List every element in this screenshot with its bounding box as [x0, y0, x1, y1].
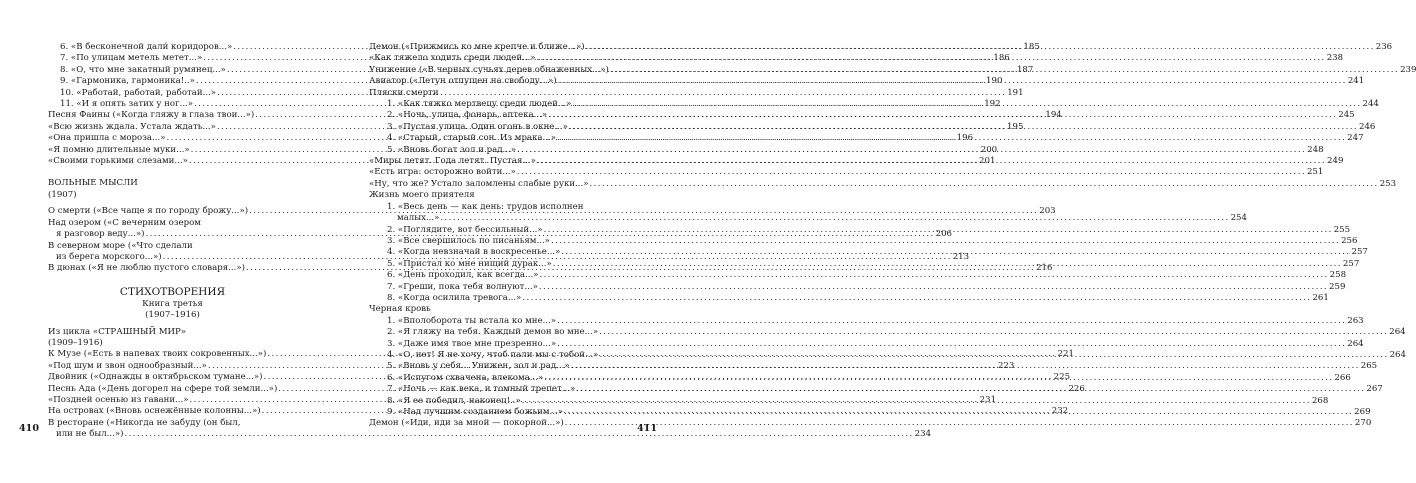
leader-dots — [517, 167, 1306, 178]
toc-entry-page: 267 — [1366, 384, 1383, 395]
toc-entry-title: 8. «Я ее победил, наконец!..» — [387, 395, 521, 406]
leader-dots — [576, 384, 1365, 395]
toc-entry-page: 231 — [979, 394, 997, 405]
toc-entry-page: 223 — [997, 360, 1015, 371]
toc-entry-title: Двойник («Однажды в октябрьском тумане...») — [48, 372, 263, 383]
book-heading: СТИХОТВОРЕНИЯ — [119, 285, 226, 298]
toc-entry-title: 6. «Испугом схвачена, влекома...» — [387, 372, 544, 383]
toc-entry-title: 6. «День проходил, как всегда...» — [387, 270, 539, 281]
toc-entry-page: 244 — [1362, 99, 1379, 110]
toc-entry-title: «Она пришла с мороза...» — [48, 133, 166, 144]
toc-entry-title: 2. «Ночь, улица, фонарь, аптека...» — [387, 110, 548, 121]
page-number: 410 — [19, 423, 40, 434]
toc-entry-title: О смерти («Все чаще я по городу брожу...») — [48, 206, 249, 217]
leader-dots — [440, 213, 1229, 224]
toc-entry-title: «Миры летят. Года летят. Пустая...» — [369, 156, 536, 167]
toc-entry-title: «Ну, что же? Устало заломлены слабые руки...» — [369, 178, 589, 189]
toc-entry-page: 213 — [952, 251, 970, 262]
leader-dots — [544, 225, 1333, 236]
toc-entry-page: 190 — [986, 76, 1003, 87]
toc-entry — [369, 270, 1347, 281]
toc-entry-title: 5. «Вновь богат зол и рад...» — [387, 144, 516, 155]
toc-entry-page: 269 — [1354, 407, 1371, 417]
toc-entry-page: 201 — [979, 156, 996, 167]
toc-entry-title: 8. «Когда осилила тревога...» — [387, 292, 522, 303]
toc-entry-page: 187 — [1016, 64, 1034, 75]
toc-entry-page: 245 — [1338, 110, 1355, 121]
leader-dots — [517, 145, 1306, 156]
toc-entry — [369, 178, 1397, 190]
toc-entry-page: 185 — [1023, 42, 1040, 52]
toc-entry-page: 221 — [1057, 349, 1074, 360]
toc-entry-title-cont: из берега морского...») — [56, 251, 162, 262]
toc-entry-title: 3. «Пустая улица. Один огонь в окне...» — [387, 121, 568, 132]
toc-entry-title: Над озером («С вечерним озером — [48, 217, 201, 228]
toc-entry-title: «Под шум и звон однообразный...» — [48, 360, 207, 371]
toc-entry-title: 8. «О, что мне закатный румянец...» — [60, 64, 226, 75]
toc-entry-page: 232 — [1051, 406, 1069, 417]
toc-entry-title: 11. «И я опять затих у ног...» — [60, 99, 194, 110]
cycle-title-priyatel: Жизнь моего приятеля — [369, 190, 475, 201]
leader-dots — [522, 396, 1311, 407]
leader-dots — [553, 259, 1342, 270]
toc-entry-page: 255 — [1333, 224, 1351, 235]
leader-dots — [569, 122, 1358, 133]
toc-entry-title: 4. «Старый, старый сон. Из мрака...» — [387, 133, 557, 144]
toc-entry-title-cont: или не был...») — [56, 429, 124, 440]
toc-entry-title: Авиатор («Летун отпущен на свободу...») — [369, 76, 557, 87]
toc-entry-page: 186 — [993, 53, 1010, 64]
toc-entry-title: «Я помню длительные муки...» — [48, 144, 190, 155]
toc-entry-page: 241 — [1347, 76, 1365, 87]
toc-entry-page: 266 — [1334, 372, 1351, 383]
toc-entry-title: 7. «Греши, пока тебя волнуют...» — [387, 281, 538, 292]
toc-entry-title: 5. «Вновь у себя... Унижен, зол и рад...» — [387, 361, 570, 372]
toc-entry-title: В дюнах («Я не люблю пустого словаря...») — [48, 263, 245, 274]
leader-dots — [610, 65, 1399, 76]
toc-entry — [369, 235, 1358, 247]
toc-entry-title: 7. «По улицам метель метет...» — [60, 53, 203, 64]
toc-entry-title: К Музе («Есть в напевах твоих сокровенных...») — [48, 349, 267, 360]
toc-entry-title: «Как тяжело ходить среди людей...» — [369, 53, 536, 64]
toc-entry-page: 257 — [1351, 247, 1368, 258]
toc-entry-page: 195 — [1007, 121, 1024, 132]
toc-entry-page: 191 — [1007, 87, 1024, 98]
toc-entry — [369, 338, 1364, 350]
leader-dots — [539, 270, 1328, 281]
cycle-years: (1909–1916) — [48, 337, 103, 348]
cycle-title: Из цикла «СТРАШНЫЙ МИР» — [48, 326, 187, 337]
leader-dots — [586, 42, 1375, 53]
toc-entry — [369, 292, 1329, 304]
leader-dots — [599, 350, 1388, 361]
toc-entry-title: Демон («Прижмись ко мне крепче и ближе...») — [369, 42, 585, 52]
toc-entry-page: 238 — [1326, 53, 1344, 64]
cycle-title-krov: Черная кровь — [369, 304, 431, 315]
toc-entry-page: 216 — [1036, 263, 1053, 274]
toc-entry-title: 6. «В бесконечной дали́ коридоров...» — [60, 42, 233, 52]
toc-entry-page: 263 — [1347, 315, 1364, 326]
leader-dots — [557, 316, 1346, 327]
toc-entry-title: На островах («Вновь оснежённые колонны...») — [48, 406, 261, 417]
toc-entry-title: Песнь Ада («День догорел на сфере той земли...») — [48, 383, 278, 394]
toc-entry-title: 5. «Пристал ко мне нищий дурак...» — [387, 258, 552, 269]
toc-entry-page: 264 — [1389, 327, 1406, 338]
toc-entry-title: Унижение («В черных сучьях дерев обнаженных...») — [369, 64, 609, 75]
toc-entry-title: 7. «Ночь — как века, и томный трепет...» — [387, 384, 576, 395]
toc-entry-page: 226 — [1068, 383, 1085, 394]
toc-entry-title: 3. «Даже имя твое мне презренно...» — [387, 338, 557, 349]
toc-entry-title: «Есть игра: осторожно войти...» — [369, 167, 516, 178]
leader-dots — [558, 76, 1347, 87]
toc-entry-page: 192 — [984, 99, 1001, 110]
leader-dots — [548, 110, 1337, 121]
leader-dots — [561, 247, 1350, 258]
toc-entry-page: 247 — [1347, 133, 1364, 144]
toc-entry-title: В ресторане («Никогда не забуду (он был, — [48, 417, 241, 428]
leader-dots — [564, 407, 1353, 418]
toc-entry-page: 196 — [956, 133, 974, 144]
toc-entry-title-cont: я разговор веду...») — [56, 229, 145, 240]
toc-entry-page: 249 — [1327, 156, 1344, 167]
toc-entry-title: 4. «О, нет! Я не хочу, чтоб пали мы с тобой...» — [387, 349, 599, 360]
leader-dots — [544, 373, 1333, 384]
toc-entry-page: 225 — [1053, 372, 1071, 383]
toc-entry-page: 246 — [1359, 121, 1376, 132]
toc-entry-page: 203 — [1039, 206, 1056, 217]
leader-dots — [537, 53, 1326, 64]
leader-dots — [557, 133, 1346, 144]
section-years-volnye-mysli: (1907) — [48, 189, 77, 200]
toc-entry-title: 9. «Гармоника, гармоника!..» — [60, 76, 195, 87]
toc-entry-title: Демон («Иди, иди за мной — покорной...») — [369, 418, 564, 429]
leader-dots — [590, 179, 1379, 190]
toc-entry-page: 253 — [1379, 178, 1397, 189]
cycle-title-pliaski: Пляски смерти — [369, 87, 439, 98]
toc-entry-title: 10. «Работай, работай, работай...» — [60, 87, 217, 98]
leader-dots — [551, 236, 1340, 247]
toc-entry-page: 239 — [1400, 64, 1416, 75]
toc-entry-page: 236 — [1375, 42, 1393, 52]
toc-entry-page: 265 — [1360, 361, 1378, 372]
toc-entry-page: 258 — [1329, 270, 1347, 281]
toc-entry-page: 200 — [980, 144, 998, 155]
toc-entry-title: 1. «Вполоборота ты встала ко мне...» — [387, 315, 557, 326]
toc-entry-page: 257 — [1342, 258, 1360, 269]
toc-entry-page: 206 — [935, 229, 953, 240]
toc-entry-page: 259 — [1329, 281, 1346, 292]
toc-entry-page: 234 — [914, 429, 932, 440]
toc-entry — [369, 167, 1324, 178]
toc-entry-title: «Своими горькими слезами...» — [48, 156, 188, 167]
leader-dots — [522, 293, 1311, 304]
leader-dots — [539, 282, 1328, 293]
toc-entry-page: 254 — [1230, 213, 1247, 224]
toc-entry — [369, 315, 1364, 327]
toc-entry-title-cont: малых...» — [397, 213, 440, 224]
toc-entry-title: 3. «Все свершилось по писаньям...» — [387, 235, 550, 246]
toc-entry — [369, 327, 1406, 338]
toc-entry-page: 194 — [1045, 110, 1062, 121]
toc-entry-page: 264 — [1347, 338, 1364, 349]
toc-entry-title: «Всю жизнь ждала. Устала ждать...» — [48, 121, 216, 132]
leader-dots — [565, 418, 1354, 429]
toc-entry-page: 251 — [1306, 167, 1324, 178]
toc-entry-title: 2. «Я гляжу на тебя. Каждый демон во мне...» — [387, 327, 599, 338]
toc-entry-page: 261 — [1312, 292, 1329, 303]
toc-entry-title: В северном море («Что сделали — [48, 240, 193, 251]
book-years: (1907–1916) — [145, 310, 200, 321]
toc-entry-title: 1. «Как тяжко мертвецу среди людей...» — [387, 99, 572, 110]
toc-entry — [369, 281, 1346, 293]
book-subheading: Книга третья — [142, 298, 203, 309]
leader-dots — [599, 327, 1388, 338]
leader-dots — [557, 339, 1346, 350]
toc-entry-title: «Поздней осенью из гавани...» — [48, 394, 189, 405]
toc-entry-page: 248 — [1307, 144, 1324, 155]
toc-entry-title: 2. «Поглядите, вот бессильный...» — [387, 224, 543, 235]
leader-dots — [571, 361, 1360, 372]
toc-entry-page: 270 — [1354, 418, 1372, 429]
page-number: 411 — [636, 423, 657, 434]
toc-entry-page: 264 — [1389, 349, 1406, 360]
toc-entry-title: 4. «Когда невзначай в воскресенье...» — [387, 247, 561, 258]
toc-entry-title: Песня Фаины («Когда гляжу в глаза твои...») — [48, 110, 255, 121]
toc-entry-title: 1. «Весь день — как день: трудов исполнен — [387, 201, 584, 212]
leader-dots — [537, 156, 1326, 167]
toc-entry-title: 9. «Над лучшим созданием божьим...» — [387, 407, 564, 417]
section-title-volnye-mysli: ВОЛЬНЫЕ МЫСЛИ — [48, 178, 138, 189]
toc-entry-page: 256 — [1341, 235, 1358, 246]
toc-entry-page: 268 — [1311, 395, 1329, 406]
leader-dots — [572, 99, 1361, 110]
